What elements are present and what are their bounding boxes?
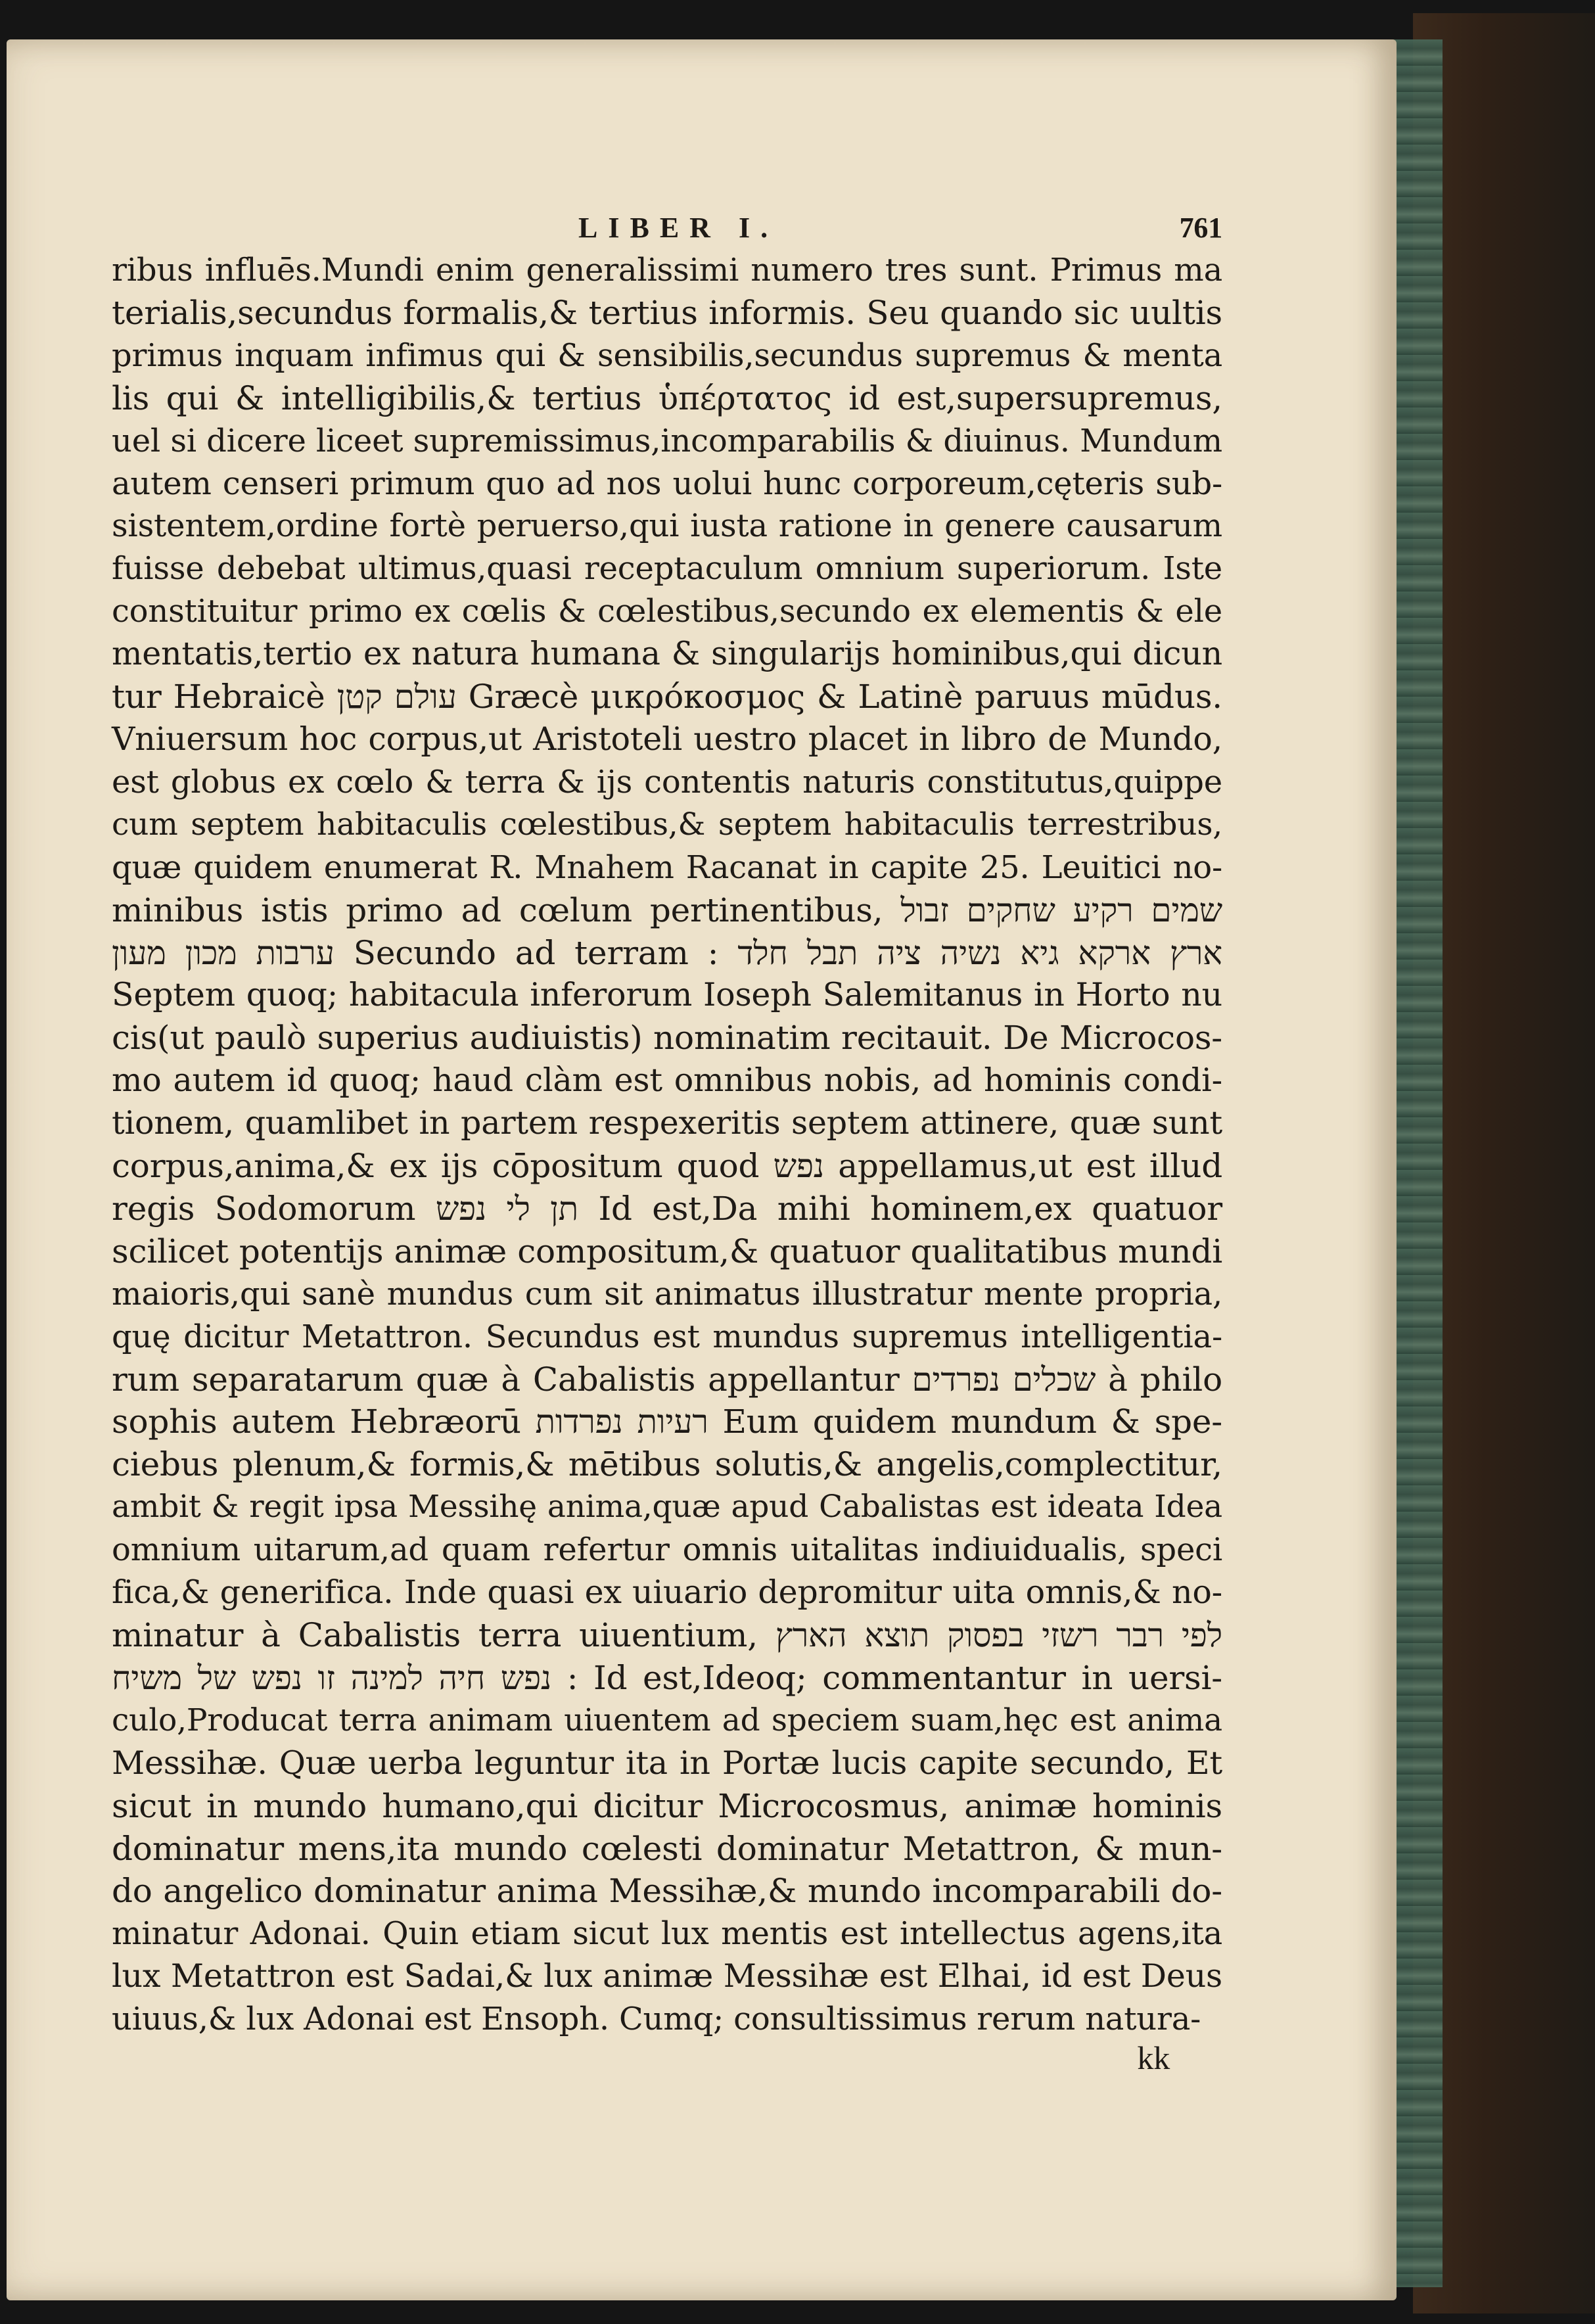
- text-line: sophis autem Hebræorū רעיות נפרדות Eum quidem mundum & spe-: [112, 1403, 1222, 1441]
- text-line: constituitur primo ex cœlis & cœlestibus,secundo ex elementis & ele: [112, 593, 1222, 630]
- page-number: 761: [1179, 212, 1222, 244]
- text-line: minatur Adonai. Quin etiam sicut lux mentis est intellectus agens,ita: [112, 1915, 1222, 1953]
- text-line: fuisse debebat ultimus,quasi receptaculum omnium superiorum. Iste: [112, 550, 1222, 588]
- text-line: autem censeri primum quo ad nos uolui hunc corporeum,cęteris sub-: [112, 465, 1222, 502]
- text-line: tur Hebraicè עולם קטן Græcè μικρόκοσμος & Latinè paruus mūdus.: [112, 678, 1222, 716]
- book-page: [7, 39, 1397, 2300]
- text-line: Vniuersum hoc corpus,ut Aristoteli uestro placet in libro de Mundo,: [112, 720, 1222, 758]
- text-line: ערבות מכון מעון Secundo ad terram : ארץ ארקא גיא נשיה ציה תבל חלד: [112, 933, 1222, 972]
- text-line: omnium uitarum,ad quam refertur omnis uitalitas indiuidualis, speci: [112, 1531, 1222, 1569]
- text-line: scilicet potentijs animæ compositum,& quatuor qualitatibus mundi: [112, 1232, 1222, 1270]
- text-line: lis qui & intelligibilis,& tertius ὑπέρτατος id est,supersupremus,: [112, 379, 1222, 417]
- text-line: fica,& generifica. Inde quasi ex uiuario depromitur uita omnis,& no-: [112, 1573, 1222, 1612]
- text-line: uel si dicere liceet supremissimus,incomparabilis & diuinus. Mundum: [112, 422, 1222, 459]
- text-line: cum septem habitaculis cœlestibus,& septem habitaculis terrestribus,: [112, 806, 1222, 843]
- text-line: mentatis,tertio ex natura humana & singularijs hominibus,qui dicun: [112, 635, 1222, 673]
- text-line: sistentem,ordine fortè peruerso,qui iusta ratione in genere causarum: [112, 507, 1222, 545]
- page-header: [112, 207, 1222, 249]
- text-line: primus inquam infimus qui & sensibilis,secundus supremus & menta: [112, 337, 1222, 374]
- text-line: uiuus,& lux Adonai est Ensoph. Cumq; consultissimus rerum natura-: [112, 2001, 1201, 2038]
- text-line: sicut in mundo humano,qui dicitur Microcosmus, animæ hominis: [112, 1786, 1222, 1825]
- text-line: quę dicitur Metattron. Secundus est mundus supremus intelligentia-: [112, 1318, 1222, 1355]
- text-line: cis(ut paulò superius audiuistis) nominatim recitauit. De Microcos-: [112, 1019, 1222, 1057]
- text-line: mo autem id quoq; haud clàm est omnibus nobis, ad hominis condi-: [112, 1061, 1222, 1100]
- text-line: regis Sodomorum תן לי נפש Id est,Da mihi hominem,ex quatuor: [112, 1189, 1222, 1228]
- text-line: tionem, quamlibet in partem respexeritis septem attinere, quæ sunt: [112, 1104, 1222, 1142]
- running-head: LIBER I.: [578, 212, 779, 244]
- text-line: נפש חיה למינה זו נפש של משיח : Id est,Ideoq; commentantur in uersi-: [112, 1658, 1222, 1697]
- text-line: culo,Producat terra animam uiuentem ad speciem suam,hęc est anima: [112, 1702, 1222, 1738]
- text-line: ambit & regit ipsa Messihę anima,quæ apud Cabalistas est ideata Idea: [112, 1489, 1222, 1525]
- catchword: kk: [1137, 2039, 1170, 2077]
- text-line: quæ quidem enumerat R. Mnahem Racanat in capite 25. Leuitici no-: [112, 848, 1222, 886]
- text-line: corpus,anima,& ex ijs cōpositum quod נפש appellamus,ut est illud: [112, 1147, 1223, 1186]
- text-line: lux Metattron est Sadai,& lux animæ Messihæ est Elhai, id est Deus: [112, 1957, 1222, 1995]
- text-line: ribus influēs.Mundi enim generalissimi numero tres sunt. Primus ma: [112, 252, 1222, 289]
- text-line: minibus istis primo ad cœlum pertinentibus, שמים רקיע שחקים זבול: [112, 891, 1222, 929]
- text-line: do angelico dominatur anima Messihæ,& mundo incomparabili do-: [112, 1872, 1222, 1911]
- text-line: Messihæ. Quæ uerba leguntur ita in Portæ lucis capite secundo, Et: [112, 1744, 1222, 1782]
- text-line: Septem quoq; habitacula inferorum Ioseph Salemitanus in Horto nu: [112, 976, 1222, 1014]
- text-line: minatur à Cabalistis terra uiuentium, לפי רבר רשזי בפסוק תוצא הארץ: [112, 1616, 1222, 1654]
- text-line: rum separatarum quæ à Cabalistis appellantur שכלים נפרדים à philo: [112, 1360, 1222, 1399]
- text-line: terialis,secundus formalis,& tertius informis. Seu quando sic uultis: [112, 293, 1222, 332]
- body-text: [112, 249, 1222, 2041]
- text-line: maioris,qui sanè mundus cum sit animatus illustratur mente propria,: [112, 1275, 1222, 1313]
- text-block: [112, 207, 1222, 2080]
- text-line: est globus ex cœlo & terra & ijs contentis naturis constitutus,quippe: [112, 763, 1222, 801]
- text-line: ciebus plenum,& formis,& mētibus solutis,& angelis,complectitur,: [112, 1445, 1222, 1484]
- text-line: dominatur mens,ita mundo cœlesti dominatur Metattron, & mun-: [112, 1829, 1222, 1868]
